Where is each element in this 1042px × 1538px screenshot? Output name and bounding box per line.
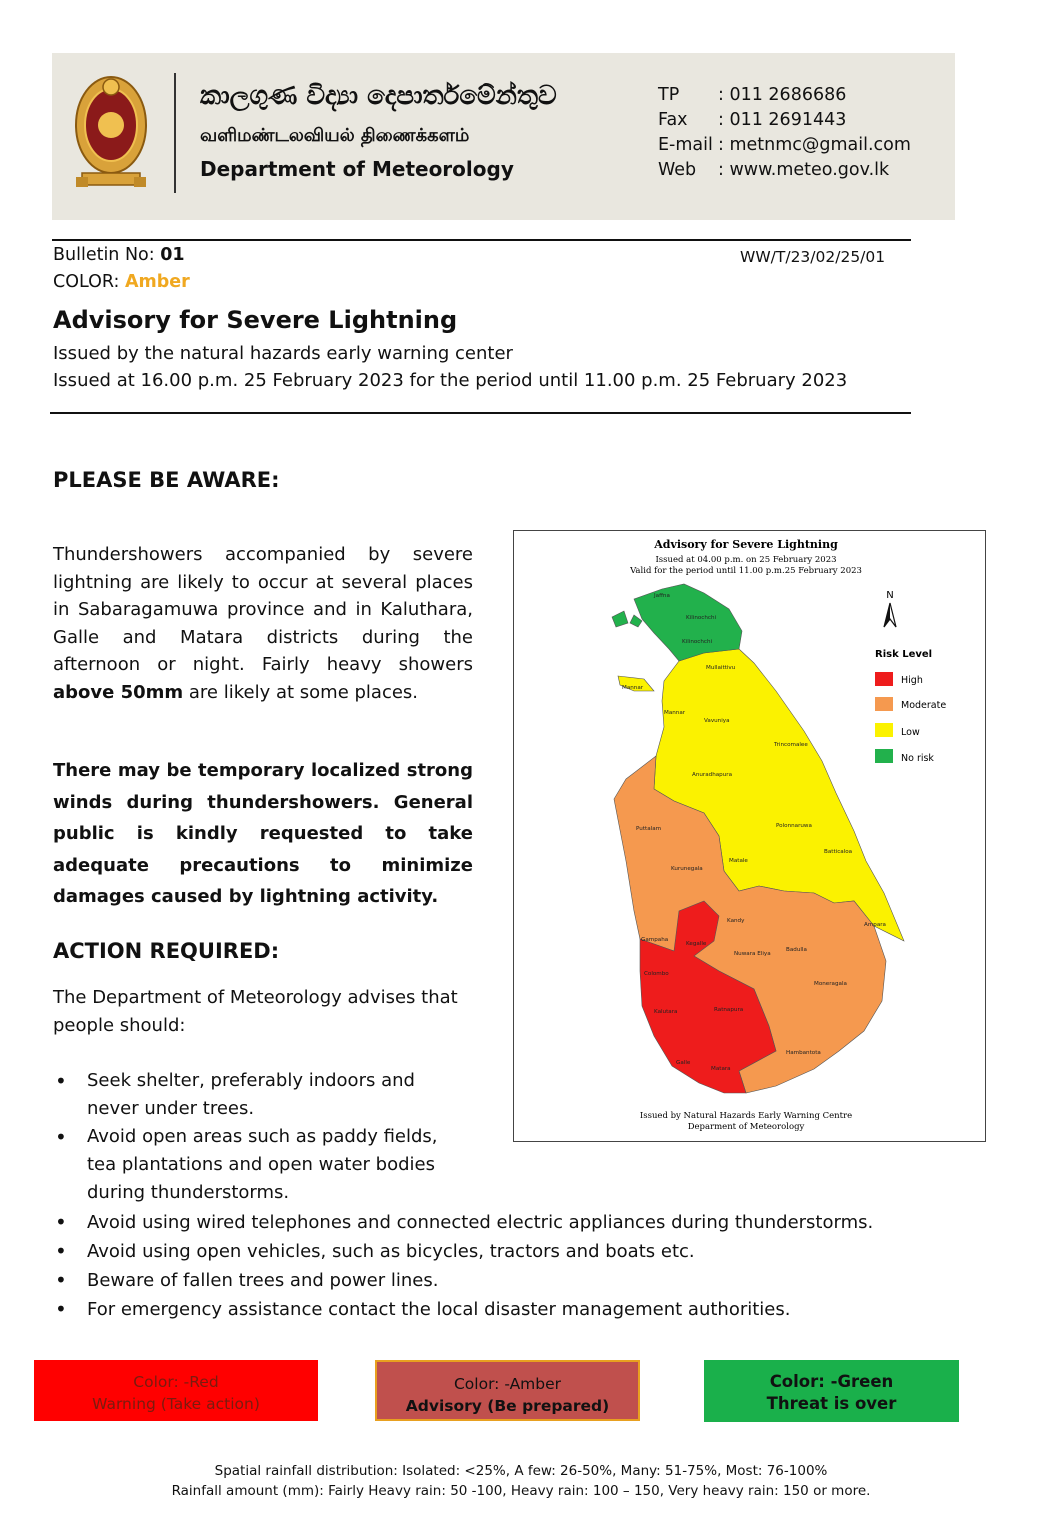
color-code-title: Color: -Green	[769, 1372, 894, 1391]
district-label: Colombo	[644, 971, 669, 977]
district-label: Matale	[729, 858, 748, 864]
legend-title: Risk Level	[875, 649, 933, 660]
district-label: Galle	[676, 1060, 691, 1066]
footer-distribution: Spatial rainfall distribution: Isolated: <25%, A few: 26-50%, Many: 51-75%, Most: 76-100%	[214, 1463, 828, 1479]
contact-web	[658, 160, 889, 180]
contact-fax	[658, 110, 846, 130]
map-footer-2: Deparment of Meteorology	[687, 1122, 805, 1132]
aware-paragraph-2: There may be temporary localized strong winds during thundershowers. General public is kindly requested to take adequate precautions to minimize damages caused by lightning activity.	[53, 760, 473, 907]
color-code-desc: Threat is over	[766, 1394, 897, 1413]
action-item: • Beware of fallen trees and power lines.	[53, 1266, 973, 1295]
district-label: Kalutara	[654, 1009, 678, 1015]
color-code-red	[34, 1360, 318, 1421]
district-label: Mullaittivu	[706, 665, 736, 671]
bulletin-number-label: Bulletin No:	[53, 245, 161, 265]
action-list-bottom	[53, 1208, 973, 1324]
district-label: Puttalam	[636, 826, 662, 832]
issued-at: Issued at 16.00 p.m. 25 February 2023 for the period until 11.00 p.m. 25 February 2023	[53, 370, 848, 391]
color-code-title: Color: -Amber	[453, 1375, 562, 1393]
district-label: Gampaha	[641, 937, 669, 943]
legend-swatch-high	[875, 672, 893, 686]
map-footer-1: Issued by Natural Hazards Early Warning Centre	[639, 1111, 853, 1121]
contact-label: Fax	[658, 110, 688, 130]
contact-label: TP	[658, 85, 680, 105]
issued-by: Issued by the natural hazards early warning center	[53, 343, 513, 364]
legend-label-norisk: No risk	[901, 753, 934, 764]
district-label: Moneragala	[814, 981, 847, 987]
district-label: Hambantota	[786, 1050, 821, 1056]
top-rule	[52, 239, 911, 241]
org-name-english: Department of Meteorology	[200, 157, 514, 181]
bulletin-color-label: COLOR:	[53, 272, 125, 292]
district-label: Kilinochchi	[686, 615, 717, 621]
district-label: Anuradhapura	[692, 772, 732, 778]
map-issued: Issued at 04.00 p.m. on 25 February 2023	[655, 555, 837, 565]
color-code-amber	[375, 1360, 640, 1421]
bulletin-number-value: 01	[160, 245, 185, 265]
action-list-top	[53, 1067, 453, 1207]
legend-swatch-norisk	[875, 749, 893, 763]
district-label: Jaffna	[654, 593, 670, 599]
district-label: Batticaloa	[824, 849, 853, 855]
district-label: Ratnapura	[714, 1007, 744, 1013]
region-islands	[612, 611, 642, 627]
bulletin-color-value: Amber	[124, 272, 190, 292]
action-item: • For emergency assistance contact the local disaster management authorities.	[53, 1295, 973, 1324]
district-label: Mannar	[664, 710, 686, 716]
district-label: Vavuniya	[704, 718, 730, 724]
aware-tail: are likely at some places.	[183, 681, 419, 703]
district-label: Polonnaruwa	[776, 823, 812, 829]
district-label: Kurunegala	[671, 866, 703, 872]
national-emblem-icon	[72, 73, 150, 191]
district-label: Badulla	[786, 947, 807, 953]
contact-label: E-mail	[658, 135, 713, 155]
district-label: Trincomalee	[774, 742, 808, 748]
bulletin-reference: WW/T/23/02/25/01	[740, 248, 886, 266]
district-label: Ampara	[864, 922, 886, 928]
legend-label-high: High	[901, 675, 923, 686]
action-item: • Avoid open areas such as paddy fields, tea plantations and open water bodies during thunderstorms.	[53, 1123, 453, 1207]
action-intro: The Department of Meteorology advises that people should:	[53, 987, 458, 1036]
district-label: Kandy	[727, 918, 745, 924]
footer-amounts: Rainfall amount (mm): Fairly Heavy rain: 50 -100, Heavy rain: 100 – 150, Very heavy rain: 150 or more.	[171, 1483, 871, 1499]
risk-map	[513, 530, 986, 1142]
region-no-risk	[634, 584, 742, 661]
color-code-title: Color: -Red	[133, 1373, 219, 1391]
contact-phone	[658, 85, 846, 105]
map-valid: Valid for the period until 11.00 p.m.25 February 2023	[630, 566, 862, 576]
contact-value: : 011 2686686	[718, 85, 847, 105]
aware-text: Thundershowers accompanied by severe lightning are likely to occur at several places in Sabaragamuwa province and in Kaluthara, Galle and Matara districts during the afternoon or night. Fairly heavy showers	[53, 544, 473, 676]
legend-swatch-moderate	[875, 697, 893, 711]
color-code-green	[704, 1360, 959, 1422]
letterhead	[52, 53, 955, 220]
bulletin-color	[53, 272, 190, 292]
color-code-desc: Warning (Take action)	[92, 1395, 260, 1413]
action-item: • Avoid using wired telephones and connected electric appliances during thunderstorms.	[53, 1208, 973, 1237]
contact-value: : 011 2691443	[718, 110, 847, 130]
contact-value[interactable]: : metnmc@gmail.com	[718, 135, 911, 155]
risk-map-graphic	[514, 531, 985, 1141]
aware-amount: above 50mm	[53, 681, 184, 703]
aware-heading: PLEASE BE AWARE:	[53, 468, 280, 492]
org-name-tamil: வளிமண்டலவியல் திணைக்களம்	[200, 125, 470, 146]
district-label: Nuwara Eliya	[734, 951, 771, 957]
legend-swatch-low	[875, 723, 893, 737]
org-name-sinhala: කාලගුණ විද්‍යා දෙපාර්තමේන්තුව	[200, 81, 557, 111]
district-label: Kilinochchi	[682, 639, 713, 645]
district-label: Kegalle	[686, 941, 707, 947]
legend-label-low: Low	[901, 727, 920, 738]
legend-label-moderate: Moderate	[901, 700, 947, 711]
bulletin-number	[53, 245, 185, 265]
header-divider	[174, 73, 176, 193]
advisory-title: Advisory for Severe Lightning	[53, 306, 458, 334]
bottom-rule	[50, 412, 911, 414]
action-heading: ACTION REQUIRED:	[53, 939, 280, 963]
contact-value[interactable]: : www.meteo.gov.lk	[718, 160, 890, 180]
aware-paragraph-1	[53, 541, 473, 707]
action-item: • Seek shelter, preferably indoors and never under trees.	[53, 1067, 453, 1123]
north-label: N	[886, 590, 894, 601]
map-title: Advisory for Severe Lightning	[654, 538, 838, 551]
district-label: Matara	[711, 1066, 731, 1072]
contact-label: Web	[658, 160, 697, 180]
district-label: Mannar	[622, 685, 644, 691]
contact-email	[658, 135, 911, 155]
color-code-desc: Advisory (Be prepared)	[405, 1397, 610, 1415]
action-item: • Avoid using open vehicles, such as bicycles, tractors and boats etc.	[53, 1237, 973, 1266]
